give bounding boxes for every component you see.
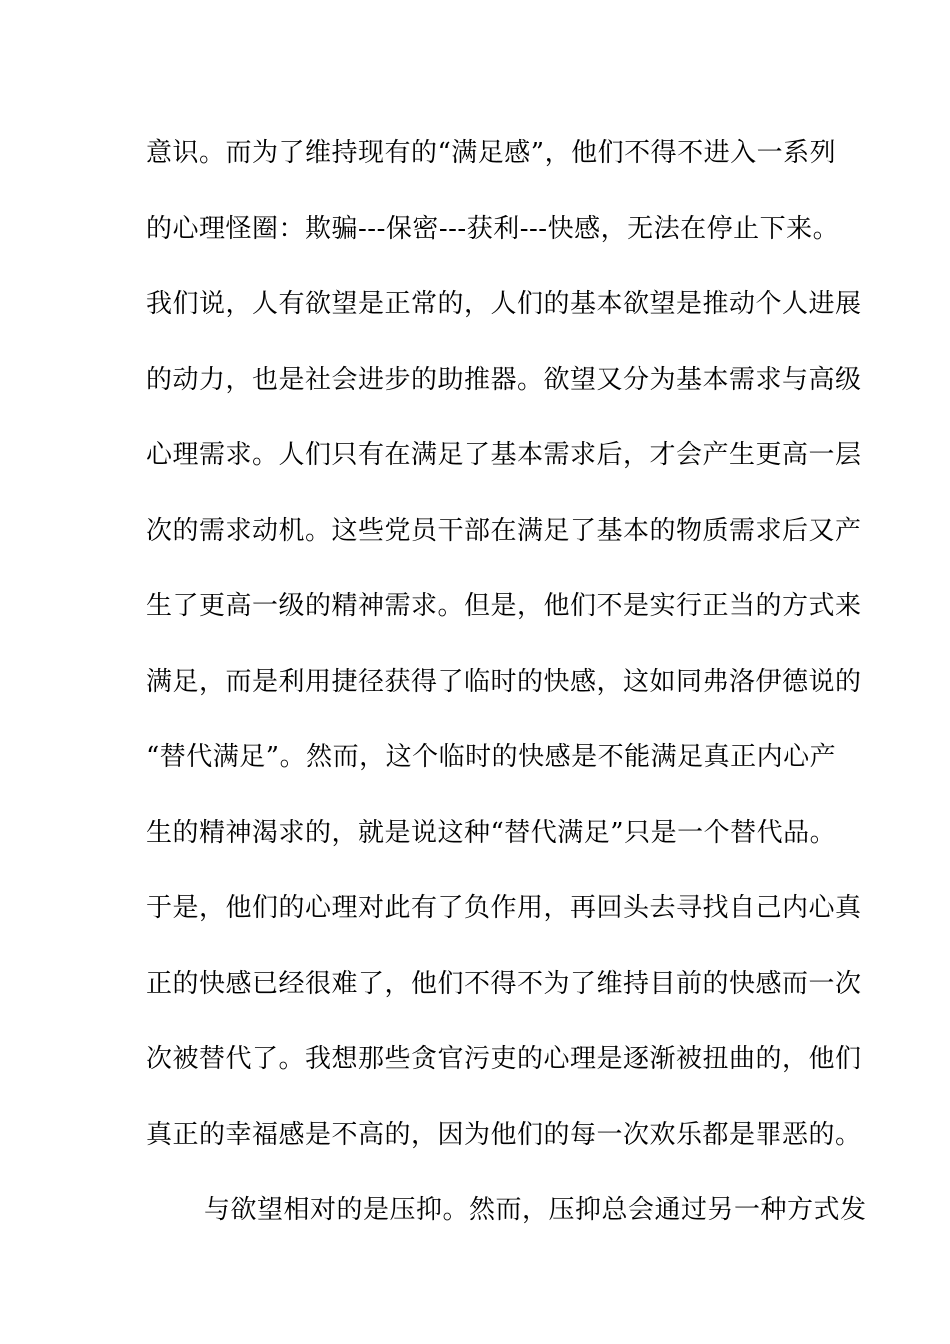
text-line: 意识。而为了维持现有的“满足感”，他们不得不进入一系列 (146, 138, 837, 168)
text-line: 我们说，人有欲望是正常的，人们的基本欲望是推动个人进展 (146, 289, 862, 319)
text-line: 心理需求。人们只有在满足了基本需求后，才会产生更高一层 (146, 440, 862, 470)
text-line: 次被替代了。我想那些贪官污吏的心理是逐渐被扭曲的，他们 (146, 1044, 862, 1074)
text-line: “替代满足”。然而，这个临时的快感是不能满足真正内心产 (146, 742, 837, 772)
text-line: 于是，他们的心理对此有了负作用，再回头去寻找自己内心真 (146, 893, 862, 923)
text-line: 生的精神渴求的，就是说这种“替代满足”只是一个替代品。 (146, 817, 837, 848)
text-line: 满足，而是利用捷径获得了临时的快感，这如同弗洛伊德说的 (146, 666, 862, 697)
text-line: 生了更高一级的精神需求。但是，他们不是实行正当的方式来 (146, 591, 862, 621)
text-line: 真正的幸福感是不高的，因为他们的每一次欢乐都是罪恶的。 (146, 1119, 862, 1150)
paragraph-start-line: 与欲望相对的是压抑。然而，压抑总会通过另一种方式发 (204, 1195, 867, 1225)
body-text (146, 126, 867, 1259)
text-line: 正的快感已经很难了，他们不得不为了维持目前的快感而一次 (146, 968, 862, 999)
text-line: 的心理怪圈：欺骗---保密---获利---快感，无法在停止下来。 (146, 213, 840, 244)
text-line: 的动力，也是社会进步的助推器。欲望又分为基本需求与高级 (146, 364, 862, 395)
text-line: 次的需求动机。这些党员干部在满足了基本的物质需求后又产 (146, 515, 862, 546)
